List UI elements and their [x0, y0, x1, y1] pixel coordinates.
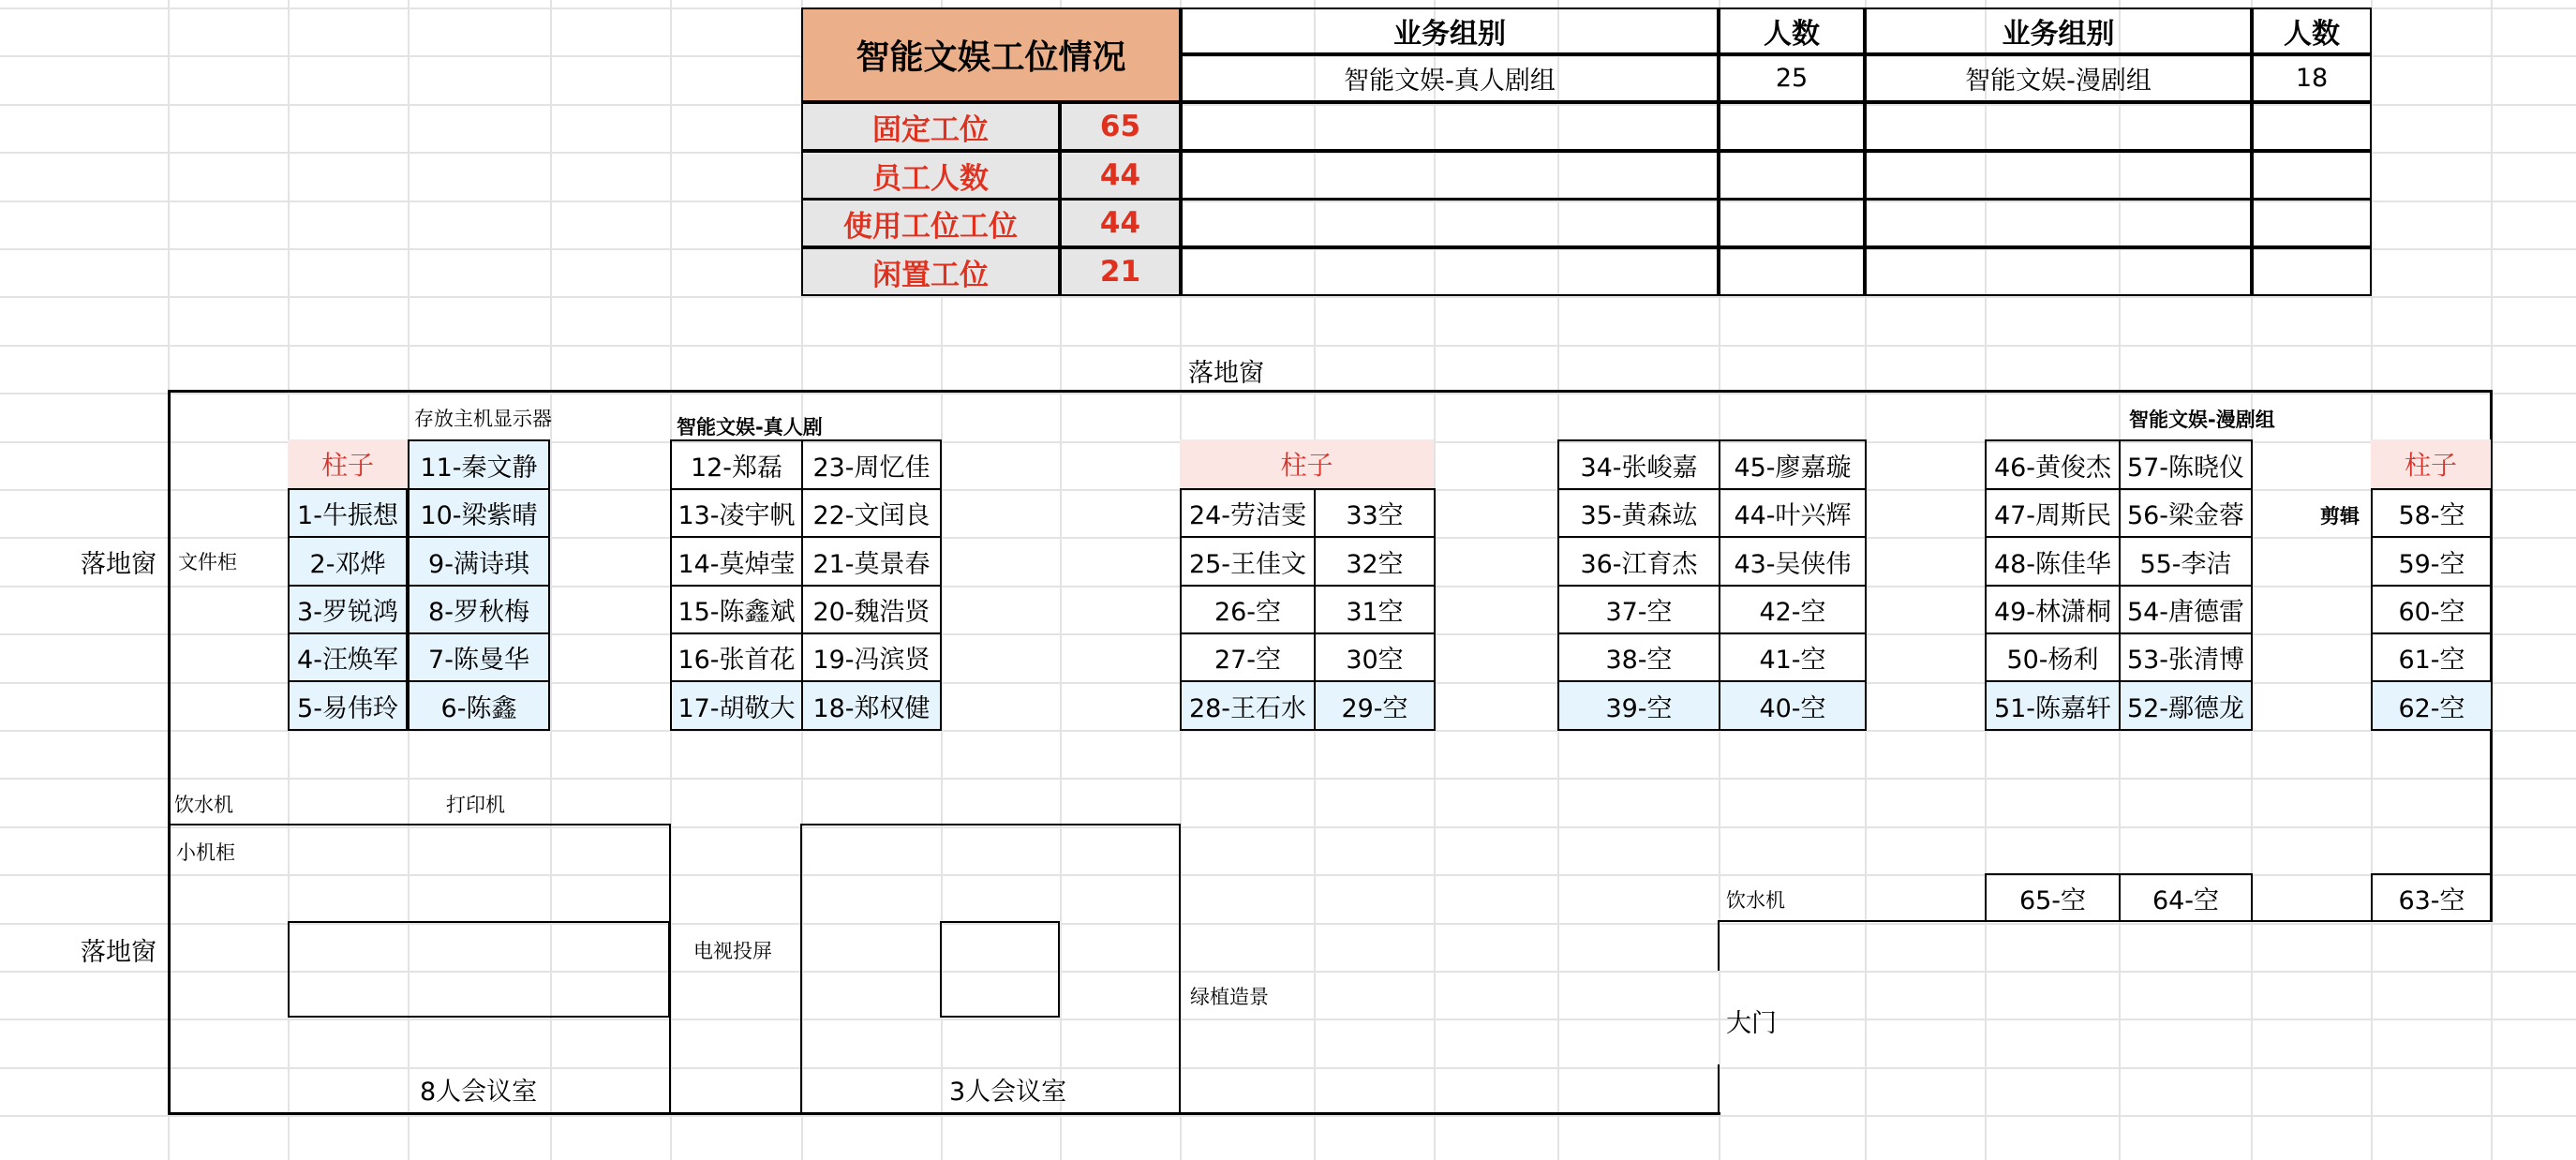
desk[interactable]: 15-陈鑫斌 — [670, 585, 803, 634]
header-count-1: 人数 — [1719, 7, 1865, 54]
summary-title: 智能文娱工位情况 — [801, 7, 1181, 102]
desk[interactable]: 41-空 — [1719, 632, 1867, 682]
desk[interactable]: 8-罗秋梅 — [408, 585, 550, 634]
desk[interactable]: 42-空 — [1719, 585, 1867, 634]
desk[interactable]: 37-空 — [1557, 585, 1720, 634]
desk[interactable]: 25-王佳文 — [1180, 536, 1316, 587]
desk[interactable]: 2-邓烨 — [288, 536, 408, 587]
summary-empty-cell[interactable] — [1181, 247, 1719, 296]
desk[interactable]: 44-叶兴辉 — [1719, 488, 1867, 538]
desk[interactable]: 49-林潇桐 — [1985, 585, 2121, 634]
desk[interactable]: 6-陈鑫 — [408, 680, 550, 731]
desk[interactable]: 34-张峻嘉 — [1557, 439, 1720, 490]
wall-top — [168, 390, 2493, 393]
desk[interactable]: 24-劳洁雯 — [1180, 488, 1316, 538]
group-count-comic[interactable]: 18 — [2252, 54, 2372, 102]
summary-value[interactable]: 44 — [1060, 151, 1181, 200]
grid-line — [0, 393, 2576, 394]
summary-empty-cell[interactable] — [2252, 151, 2372, 200]
desk[interactable]: 19-冯滨贤 — [801, 632, 942, 682]
label-group-comic: 智能文娱-漫剧组 — [2129, 409, 2275, 431]
pillar: 柱子 — [2371, 439, 2491, 488]
desk[interactable]: 29-空 — [1314, 680, 1436, 731]
label-gate: 大门 — [1726, 1009, 1777, 1038]
desk[interactable]: 61-空 — [2371, 632, 2493, 682]
desk[interactable]: 63-空 — [2371, 873, 2493, 922]
desk[interactable]: 46-黄俊杰 — [1985, 439, 2121, 490]
summary-empty-cell[interactable] — [1719, 247, 1865, 296]
summary-empty-cell[interactable] — [1181, 102, 1719, 151]
grid-line — [0, 345, 2576, 347]
desk[interactable]: 28-王石水 — [1180, 680, 1316, 731]
grid-line — [0, 826, 2576, 828]
room3-top — [801, 824, 1180, 825]
desk[interactable]: 16-张首花 — [670, 632, 803, 682]
summary-empty-cell[interactable] — [1719, 102, 1865, 151]
label-room-8: 8人会议室 — [420, 1078, 538, 1107]
desk[interactable]: 58-空 — [2371, 488, 2493, 538]
label-window-left-1: 落地窗 — [81, 550, 156, 579]
wall-gate-side-lower — [1718, 1064, 1720, 1115]
label-plants: 绿植造景 — [1190, 986, 1269, 1008]
desk[interactable]: 60-空 — [2371, 585, 2493, 634]
desk[interactable]: 7-陈曼华 — [408, 632, 550, 682]
label-storage: 存放主机显示器 — [414, 408, 552, 430]
grid-line — [0, 778, 2576, 780]
desk[interactable]: 3-罗锐鸿 — [288, 585, 408, 634]
desk[interactable]: 54-唐德雷 — [2119, 585, 2253, 634]
desk[interactable]: 39-空 — [1557, 680, 1720, 731]
desk[interactable]: 52-鄢德龙 — [2119, 680, 2253, 731]
meeting-table-3 — [940, 921, 1060, 1018]
desk[interactable]: 4-汪焕军 — [288, 632, 408, 682]
pillar: 柱子 — [288, 439, 408, 488]
desk[interactable]: 11-秦文静 — [408, 439, 550, 490]
desk[interactable]: 56-梁金蓉 — [2119, 488, 2253, 538]
label-tv: 电视投屏 — [693, 940, 772, 962]
desk[interactable]: 64-空 — [2119, 873, 2253, 922]
label-small-cabinet: 小机柜 — [176, 841, 235, 864]
room3-left — [800, 824, 802, 1114]
grid-line — [0, 296, 2576, 298]
grid-line — [0, 1019, 2576, 1020]
summary-empty-cell[interactable] — [1181, 151, 1719, 200]
room8-top — [168, 824, 670, 825]
label-file-cabinet: 文件柜 — [178, 551, 237, 573]
desk[interactable]: 31空 — [1314, 585, 1436, 634]
label-group-live: 智能文娱-真人剧 — [677, 416, 823, 439]
summary-label[interactable]: 固定工位 — [801, 102, 1060, 151]
label-printer: 打印机 — [446, 794, 505, 816]
group-count-live[interactable]: 25 — [1719, 54, 1865, 102]
header-group-1: 业务组别 — [1181, 7, 1719, 54]
label-room-3: 3人会议室 — [949, 1078, 1067, 1107]
group-name-live[interactable]: 智能文娱-真人剧组 — [1181, 54, 1719, 102]
group-name-comic[interactable]: 智能文娱-漫剧组 — [1865, 54, 2252, 102]
wall-gate-side — [1718, 920, 1720, 971]
summary-empty-cell[interactable] — [2252, 199, 2372, 247]
desk[interactable]: 20-魏浩贤 — [801, 585, 942, 634]
summary-empty-cell[interactable] — [1865, 247, 2252, 296]
grid-line — [0, 1115, 2576, 1117]
desk[interactable]: 26-空 — [1180, 585, 1316, 634]
desk[interactable]: 59-空 — [2371, 536, 2493, 587]
desk[interactable]: 35-黄森竑 — [1557, 488, 1720, 538]
label-water-dispenser-1: 饮水机 — [174, 794, 233, 816]
desk[interactable]: 14-莫焯莹 — [670, 536, 803, 587]
desk[interactable]: 45-廖嘉璇 — [1719, 439, 1867, 490]
wall-bottom — [168, 1112, 1720, 1115]
header-count-2: 人数 — [2252, 7, 2372, 54]
summary-empty-cell[interactable] — [2252, 102, 2372, 151]
desk[interactable]: 9-满诗琪 — [408, 536, 550, 587]
desk[interactable]: 5-易伟玲 — [288, 680, 408, 731]
summary-value[interactable]: 21 — [1060, 247, 1181, 296]
desk[interactable]: 1-牛振想 — [288, 488, 408, 538]
desk[interactable]: 10-梁紫晴 — [408, 488, 550, 538]
desk[interactable]: 62-空 — [2371, 680, 2493, 731]
desk[interactable]: 48-陈佳华 — [1985, 536, 2121, 587]
desk[interactable]: 27-空 — [1180, 632, 1316, 682]
desk[interactable]: 17-胡敬大 — [670, 680, 803, 731]
desk[interactable]: 13-凌宇帆 — [670, 488, 803, 538]
wall-left — [168, 390, 171, 1115]
label-window-left-2: 落地窗 — [81, 938, 156, 967]
desk[interactable]: 23-周忆佳 — [801, 439, 942, 490]
summary-empty-cell[interactable] — [1181, 199, 1719, 247]
desk[interactable]: 65-空 — [1985, 873, 2121, 922]
desk[interactable]: 30空 — [1314, 632, 1436, 682]
summary-value[interactable]: 65 — [1060, 102, 1181, 151]
summary-empty-cell[interactable] — [1865, 102, 2252, 151]
summary-label[interactable]: 员工人数 — [801, 151, 1060, 200]
desk[interactable]: 53-张清博 — [2119, 632, 2253, 682]
desk[interactable]: 47-周斯民 — [1985, 488, 2121, 538]
label-water-dispenser-2: 饮水机 — [1726, 889, 1785, 912]
desk[interactable]: 12-郑磊 — [670, 439, 803, 490]
summary-empty-cell[interactable] — [1865, 151, 2252, 200]
summary-empty-cell[interactable] — [2252, 247, 2372, 296]
label-editing: 剪辑 — [2320, 505, 2360, 528]
room3-right — [1179, 824, 1181, 1114]
label-window-top: 落地窗 — [1188, 359, 1264, 388]
desk[interactable]: 40-空 — [1719, 680, 1867, 731]
summary-value[interactable]: 44 — [1060, 199, 1181, 247]
desk[interactable]: 55-李洁 — [2119, 536, 2253, 587]
summary-empty-cell[interactable] — [1719, 151, 1865, 200]
summary-empty-cell[interactable] — [1865, 199, 2252, 247]
desk[interactable]: 43-吴侠伟 — [1719, 536, 1867, 587]
desk[interactable]: 22-文闰良 — [801, 488, 942, 538]
grid-line — [0, 1067, 2576, 1069]
pillar: 柱子 — [1180, 439, 1434, 488]
summary-empty-cell[interactable] — [1719, 199, 1865, 247]
desk[interactable]: 36-江育杰 — [1557, 536, 1720, 587]
desk[interactable]: 51-陈嘉轩 — [1985, 680, 2121, 731]
desk[interactable]: 18-郑权健 — [801, 680, 942, 731]
meeting-table-8 — [288, 921, 670, 1018]
desk[interactable]: 32空 — [1314, 536, 1436, 587]
desk[interactable]: 38-空 — [1557, 632, 1720, 682]
summary-label[interactable]: 使用工位工位 — [801, 199, 1060, 247]
desk[interactable]: 33空 — [1314, 488, 1436, 538]
header-group-2: 业务组别 — [1865, 7, 2252, 54]
desk[interactable]: 21-莫景春 — [801, 536, 942, 587]
summary-label[interactable]: 闲置工位 — [801, 247, 1060, 296]
desk[interactable]: 57-陈晓仪 — [2119, 439, 2253, 490]
desk[interactable]: 50-杨利 — [1985, 632, 2121, 682]
